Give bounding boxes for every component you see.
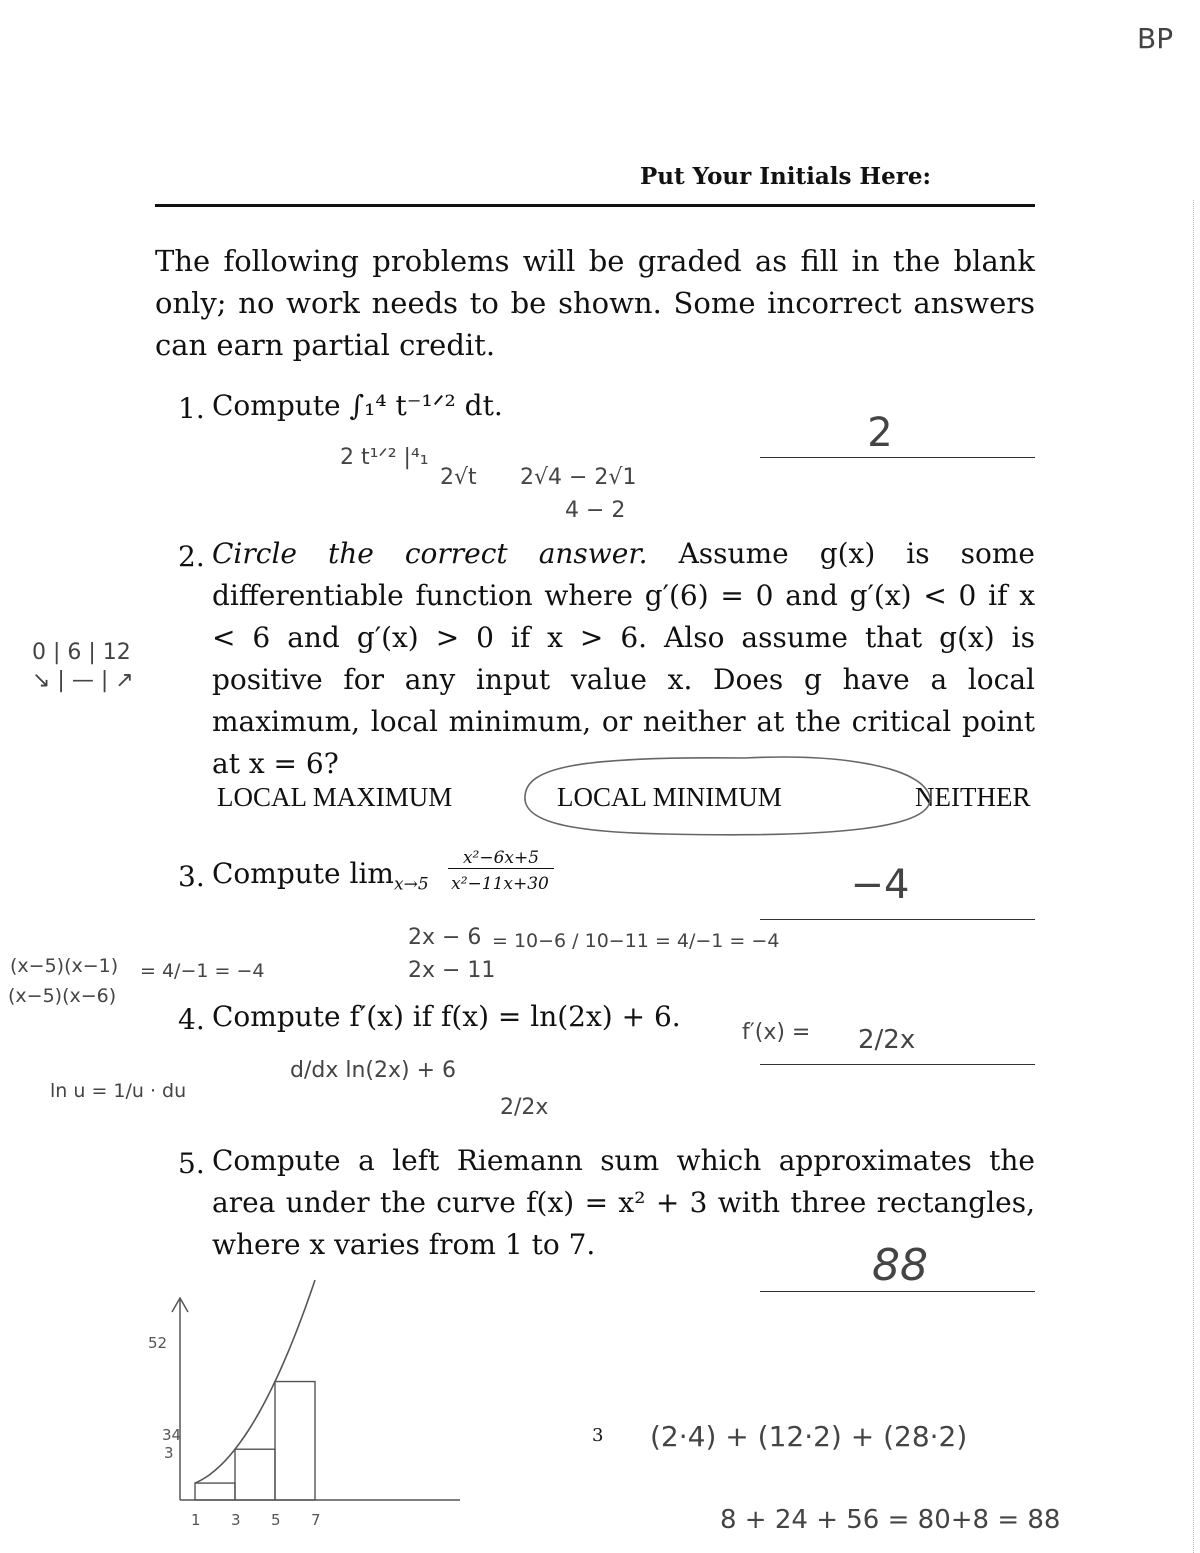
corner-initials: BP <box>1137 22 1174 55</box>
problem-5-work-products: (2·4) + (12·2) + (28·2) <box>650 1420 968 1453</box>
problem-2-number: 2. <box>178 540 205 573</box>
problem-4-work-result: 2/2x <box>500 1095 549 1120</box>
problem-3-lim-sub: x→5 <box>393 874 429 895</box>
choice-local-maximum[interactable]: LOCAL MAXIMUM <box>217 782 453 812</box>
choice-neither[interactable]: NEITHER <box>915 782 1031 812</box>
problem-4-work-derivative: d/dx ln(2x) + 6 <box>290 1058 457 1083</box>
sketch-y-label-low: 3 <box>164 1444 174 1462</box>
sketch-rectangle <box>235 1449 275 1500</box>
problem-3-answer-blank[interactable] <box>760 919 1035 920</box>
scan-edge <box>1193 200 1200 1553</box>
page-number: 3 <box>592 1425 604 1446</box>
sketch-y-label-top: 52 <box>148 1334 168 1352</box>
problem-4-margin-rule: ln u = 1/u · du <box>50 1080 187 1102</box>
problem-5-number: 5. <box>178 1147 205 1180</box>
problem-3-number: 3. <box>178 860 205 893</box>
problem-3-answer: −4 <box>850 862 910 908</box>
problem-3-lim: Compute lim <box>212 857 394 890</box>
instructions-paragraph: The following problems will be graded as fill in the blank only; no work needs to be shown. Some incorrect answers can earn partial credit. <box>155 244 1035 362</box>
problem-2-margin-work-values: 0 | 6 | 12 <box>32 640 131 665</box>
problem-1-work-evaluate: 2√4 − 2√1 <box>520 465 637 490</box>
problem-2-margin-work-arrows: ↘ | — | ↗ <box>32 668 134 693</box>
sketch-x-tick: 1 <box>191 1511 201 1529</box>
sketch-rectangles <box>195 1382 315 1500</box>
problem-3-work-numerator: 2x − 6 <box>408 925 482 950</box>
problem-4-answer-prefix: f′(x) = <box>742 1020 811 1045</box>
problem-1-work-result: 4 − 2 <box>565 498 626 523</box>
problem-4-answer-blank[interactable] <box>760 1064 1035 1065</box>
problem-3-margin-factored-bottom: (x−5)(x−6) <box>8 985 117 1007</box>
problem-1-text: Compute ∫₁⁴ t⁻¹ᐟ² dt. <box>212 389 503 422</box>
problem-1-work-antiderivative: 2 t¹ᐟ² |⁴₁ <box>340 445 429 470</box>
problem-4-text: Compute f′(x) if f(x) = ln(2x) + 6. <box>212 1000 681 1033</box>
choice-local-minimum[interactable]: LOCAL MINIMUM <box>557 782 782 812</box>
problem-1-answer: 2 <box>867 410 893 456</box>
problem-3-margin-result: = 4/−1 = −4 <box>140 960 265 982</box>
problem-5-answer-blank[interactable] <box>760 1291 1035 1292</box>
problem-4-answer: 2/2x <box>858 1025 916 1055</box>
riemann-sketch <box>140 1260 480 1550</box>
problem-3-margin-factored-top: (x−5)(x−1) <box>10 955 119 977</box>
sketch-x-tick: 3 <box>231 1511 241 1529</box>
header-divider <box>155 204 1035 207</box>
sketch-rectangle <box>275 1382 315 1500</box>
problem-1-answer-blank[interactable] <box>760 457 1035 458</box>
circled-answer-mark <box>515 748 935 848</box>
problem-5-answer: 88 <box>872 1240 928 1291</box>
problem-3-denominator: x²−11x+30 <box>451 874 549 894</box>
initials-label: Put Your Initials Here: <box>640 163 932 190</box>
problem-3-text <box>212 853 429 906</box>
problem-3-work-denominator: 2x − 11 <box>408 958 496 983</box>
sketch-rectangle <box>195 1483 235 1500</box>
problem-2-body: Assume g(x) is some differentiable function where g′(6) = 0 and g′(x) < 0 if x < 6 and g′(x) > 0 if x > 6. Also assume that g(x) is positive for any input value x. Does g have a local maximum, local minimum, or neither at the critical point at x = 6? <box>212 537 1035 780</box>
problem-1-number: 1. <box>178 392 205 425</box>
problem-3-numerator: x²−6x+5 <box>448 848 554 869</box>
problem-3-work-evaluate: = 10−6 / 10−11 = 4/−1 = −4 <box>492 930 780 952</box>
problem-1-work-sqrt: 2√t <box>440 465 477 490</box>
sketch-x-tick: 5 <box>271 1511 281 1529</box>
sketch-y-label-mid: 34 <box>162 1426 182 1444</box>
problem-4-number: 4. <box>178 1003 205 1036</box>
sketch-x-tick: 7 <box>311 1511 321 1529</box>
problem-5-work-sum: 8 + 24 + 56 = 80+8 = 88 <box>720 1505 1061 1535</box>
problem-5-text: Compute a left Riemann sum which approximates the area under the curve f(x) = x² + 3 with three rectangles, where x varies from 1 to 7. <box>212 1144 1035 1261</box>
problem-2-lead: Circle the correct answer. <box>212 537 648 570</box>
sketch-x-ticks <box>191 1511 321 1529</box>
